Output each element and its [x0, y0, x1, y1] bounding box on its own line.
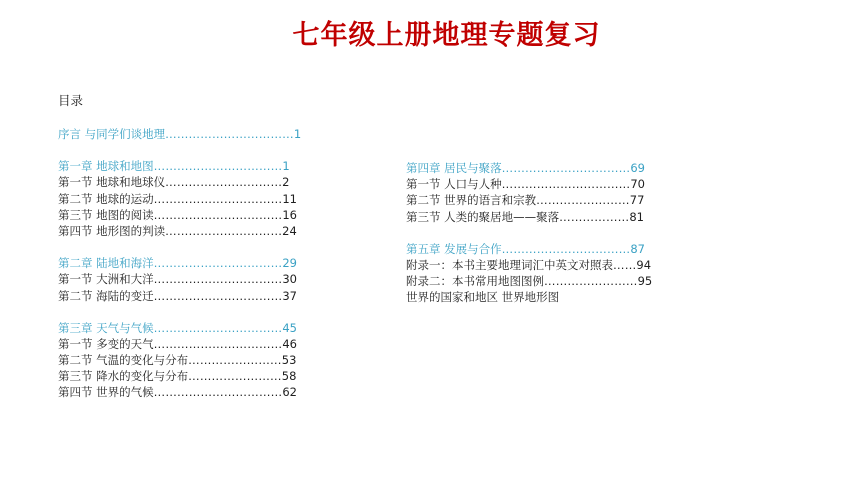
toc-section-entry[interactable] [406, 209, 652, 225]
toc-section-entry[interactable] [406, 257, 652, 273]
toc-entry-label: 第二节 气温的变化与分布 [58, 353, 189, 368]
toc-chapter-entry[interactable] [58, 255, 301, 271]
toc-entry-page-number: 81 [629, 209, 644, 224]
toc-entry-page-number: 30 [282, 272, 297, 287]
toc-entry-label: 第一节 多变的天气 [58, 336, 154, 351]
toc-entry-leader: ………………………… [165, 175, 283, 190]
toc-section-entry[interactable] [58, 223, 301, 239]
toc-chapter-entry[interactable] [58, 126, 301, 142]
toc-entry-label: 第五章 发展与合作 [406, 241, 502, 256]
toc-entry-label: 附录二：本书常用地图图例 [406, 274, 544, 289]
toc-chapter-entry[interactable] [58, 320, 301, 336]
toc-entry-page-number: 24 [282, 223, 297, 238]
toc-section-entry[interactable] [58, 336, 301, 352]
toc-entry-page-number: 16 [282, 207, 297, 222]
toc-entry-label: 第三节 地图的阅读 [58, 207, 154, 222]
toc-section-entry[interactable] [406, 192, 652, 208]
toc-entry-label: 第一节 大洲和大洋 [58, 272, 154, 287]
toc-entry-leader: …………………………… [153, 207, 283, 222]
toc-entry-leader: …………………………… [153, 191, 283, 206]
toc-entry-leader: …………………………… [153, 288, 283, 303]
toc-entry-label: 第一节 人口与人种 [406, 177, 502, 192]
toc-left-column [58, 126, 301, 401]
toc-entry-page-number: 58 [281, 369, 297, 384]
toc-gap [58, 239, 301, 255]
toc-entry-label: 第二节 海陆的变迁 [58, 288, 154, 303]
toc-section-entry[interactable] [58, 288, 301, 304]
toc-entry-page-number: 37 [282, 288, 297, 303]
toc-entry-label: 第三章 天气与气候 [58, 320, 154, 335]
toc-entry-leader: …………………………… [153, 385, 283, 400]
toc-entry-page-number: 45 [282, 320, 297, 335]
toc-section-entry[interactable] [58, 174, 301, 190]
toc-entry-leader: …………………………… [501, 177, 631, 192]
toc-entry-leader: …………………………… [153, 159, 283, 174]
toc-entry-page-number: 1 [293, 127, 302, 141]
toc-entry-label: 第一章 地球和地图 [58, 159, 154, 174]
toc-entry-page-number: 70 [630, 177, 645, 192]
toc-entry-label: 第三节 降水的变化与分布 [58, 369, 189, 384]
toc-entry-page-number: 87 [630, 241, 645, 256]
toc-entry-leader: ………………………… [165, 223, 283, 238]
toc-section-entry[interactable] [58, 368, 301, 384]
toc-chapter-entry[interactable] [406, 160, 652, 176]
toc-entry-leader: …………………… [188, 369, 282, 384]
toc-entry-leader: …………………………… [153, 256, 283, 271]
toc-entry-page-number: 46 [282, 336, 297, 351]
toc-section-entry[interactable] [406, 273, 652, 289]
toc-entry-page-number: 2 [282, 175, 290, 190]
toc-entry-leader: …… [613, 257, 637, 272]
toc-entry-leader: …………………………… [153, 336, 283, 351]
toc-section-entry[interactable] [406, 176, 652, 192]
toc-heading: 目录 [58, 93, 84, 108]
toc-entry-label: 第四章 居民与聚落 [406, 161, 502, 175]
toc-entry-label: 序言 与同学们谈地理 [58, 127, 166, 141]
toc-section-entry[interactable] [58, 207, 301, 223]
toc-entry-leader: …………………………… [501, 161, 631, 175]
toc-entry-page-number: 62 [282, 385, 297, 400]
toc-entry-leader: …………………… [544, 274, 638, 289]
toc-section-entry[interactable] [58, 191, 301, 207]
toc-entry-page-number: 29 [282, 256, 297, 271]
toc-entry-label: 第二节 世界的语言和宗教 [406, 193, 537, 208]
toc-entry-leader: …………………… [536, 193, 630, 208]
toc-entry-label: 第四节 世界的气候 [58, 385, 154, 400]
toc-entry-page-number: 69 [630, 161, 645, 175]
toc-gap [58, 142, 301, 158]
toc-gap [58, 304, 301, 320]
toc-entry-leader: …………………………… [153, 272, 283, 287]
toc-entry-page-number: 94 [636, 257, 652, 272]
toc-chapter-entry[interactable] [406, 241, 652, 257]
toc-entry-page-number: 1 [282, 159, 290, 174]
toc-chapter-entry[interactable] [58, 158, 301, 174]
toc-entry-leader: …………………………… [153, 320, 283, 335]
toc-section-entry[interactable] [58, 384, 301, 400]
toc-entry-label: 第四节 地形图的判读 [58, 223, 166, 238]
toc-entry-page-number: 77 [629, 193, 645, 208]
toc-entry-leader: …………………… [188, 353, 282, 368]
toc-entry-leader: …………………………… [165, 127, 294, 141]
toc-section-entry[interactable] [58, 352, 301, 368]
toc-section-entry[interactable] [58, 271, 301, 287]
toc-right-column [406, 160, 652, 306]
toc-entry-page-number: 53 [281, 353, 297, 368]
toc-entry-label: 第三节 人类的聚居地——聚落 [406, 209, 560, 224]
page-title: 七年级上册地理专题复习 [292, 20, 601, 51]
toc-entry-label: 第一节 地球和地球仪 [58, 175, 166, 190]
toc-entry-leader: …………………………… [501, 241, 631, 256]
toc-entry-leader: ……………… [559, 209, 630, 224]
toc-gap [406, 225, 652, 241]
toc-entry-label: 世界的国家和地区 世界地形图 [406, 290, 560, 305]
toc-entry-page-number: 11 [282, 191, 297, 206]
toc-entry-page-number: 95 [637, 274, 653, 289]
toc-entry-label: 附录一：本书主要地理词汇中英文对照表 [406, 257, 613, 272]
toc-entry-label: 第二章 陆地和海洋 [58, 256, 154, 271]
toc-section-entry[interactable] [406, 289, 652, 305]
toc-entry-label: 第二节 地球的运动 [58, 191, 154, 206]
